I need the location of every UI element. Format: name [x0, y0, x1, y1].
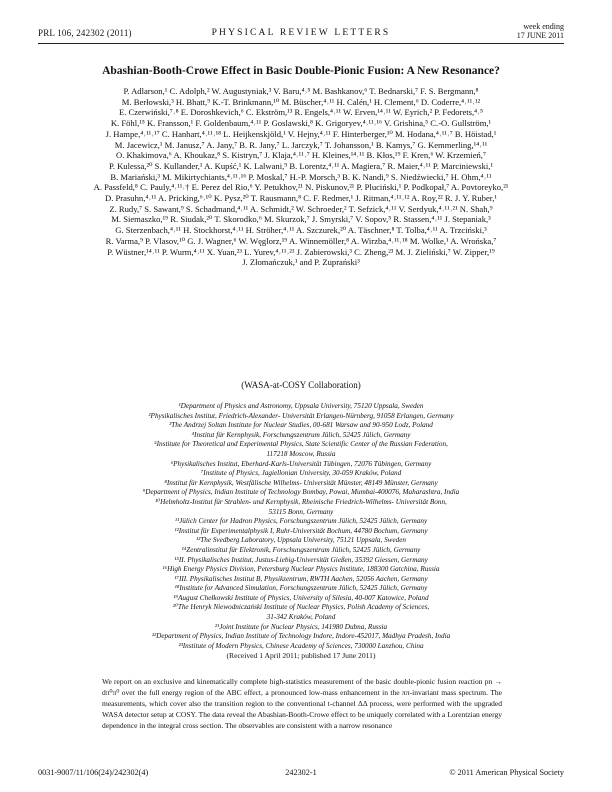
affiliation-line: ¹²Institut für Experimentalphysik I, Ruhr-Universität Bochum, 44780 Bochum, Germany [174, 526, 428, 535]
author-line: O. Khakimova,⁶ A. Khoukaz,⁸ S. Kistryn,⁷ J. Klaja,⁴˒¹¹˒⁷ H. Kleines,¹⁴˒¹¹ B. Kłos,¹⁹ F. Kren,⁶ W. Krzemień,⁷ [116, 150, 486, 161]
author-line: P. Wüstner,¹⁴˒¹¹ P. Wurm,⁴˒¹¹ X. Yuan,²³ L. Yurev,⁴˒¹¹˒²¹ J. Zabierowski,³ C. Zheng,²³ M. J. Zieliński,⁷ W. Zipper,¹⁹ [107, 246, 495, 257]
footer-code: 0031-9007/11/106(24)/242302(4) [38, 768, 149, 777]
author-line: M. Siemaszko,¹⁹ R. Siudak,²⁰ T. Skorodko,⁶ M. Skurzok,⁷ J. Smyrski,⁷ V. Sopov,⁵ R. Stassen,⁴˒¹¹ J. Stepaniak,³ [111, 214, 491, 225]
affiliation-line: ⁸Institut für Kernphysik, Westfälische Wilhelms- Universität Münster, 48149 Münster, Germany [164, 478, 438, 487]
affiliation-line: ¹⁷III. Physikalisches Institut B, Physikzentrum, RWTH Aachen, 52056 Aachen, Germany [174, 574, 428, 583]
received-dates: (Received 1 April 2011; published 17 June 2011) [226, 651, 376, 661]
author-line: E. Czerwiński,⁷˒⁸ E. Doroshkevich,⁶ C. Ekström,¹³ R. Engels,⁴˒¹¹ W. Erven,¹⁴˒¹¹ W. Eyrich,² P. Fedorets,⁴˒⁵ [118, 107, 484, 118]
affiliation-line: ¹Department of Physics and Astronomy, Uppsala University, 75120 Uppsala, Sweden [178, 402, 424, 410]
affiliation-line: ¹⁵II. Physikalisches Institut, Justus-Liebig-Universität Gießen, 35392 Giessen, Germany [174, 555, 428, 564]
week-ending-label: week ending [523, 22, 564, 31]
header-citation: PRL 106, 242302 (2011) [38, 28, 132, 38]
footer-page-number: 242302-1 [285, 768, 317, 777]
header-journal-name: PHYSICAL REVIEW LETTERS [211, 28, 391, 38]
author-line: J. Hampe,⁴˒¹¹˒¹⁷ C. Hanhart,⁴˒¹¹˒¹⁸ L. Heijkenskjöld,¹ V. Hejny,⁴˒¹¹ F. Hinterberger,¹⁰ M. Hodana,⁴˒¹¹˒⁷ B. Höistad,¹ [105, 128, 497, 139]
collaboration-name: (WASA-at-COSY Collaboration) [241, 380, 361, 390]
header-rule [38, 43, 564, 44]
affiliation-line: ²³Institute of Modern Physics, Chinese Academy of Sciences, 730000 Lanzhou, China [178, 641, 424, 650]
affiliation-line: ²Physikalisches Institut, Friedrich-Alexander- Universität Erlangen-Nürnberg, 91058 Erlangen, Germany [148, 411, 454, 420]
author-line: Z. Rudy,⁷ S. Sawant,⁹ S. Schadmand,⁴˒¹¹ A. Schmidt,² W. Schroeder,² T. Sefzick,⁴˒¹¹ V. Serdyuk,⁴˒¹¹˒²¹ N. Shah,⁹ [109, 203, 493, 214]
affiliation-line: ⁶Physikalisches Institut, Eberhard-Karls-Universität Tübingen, 72076 Tübingen, Germany [170, 459, 432, 468]
author-line: M. Jacewicz,¹ M. Janusz,⁷ A. Jany,⁷ B. R. Jany,⁷ L. Jarczyk,⁷ T. Johansson,¹ B. Kamys,⁷ G. Kemmerling,¹⁴˒¹¹ [114, 139, 488, 150]
footer-copyright: © 2011 American Physical Society [449, 768, 564, 777]
affiliation-list [44, 402, 558, 661]
affiliation-line: ⁹Department of Physics, Indian Institute of Technology Bombay, Powai, Mumbai-400076, Maharashtra, India [142, 488, 460, 497]
affiliation-line: ²¹Joint Institute for Nuclear Physics, 141980 Dubna, Russia [214, 622, 388, 631]
author-line: D. Prasuhn,⁴˒¹¹ A. Pricking,⁶˒¹⁰ K. Pysz,²⁰ T. Rausmann,⁸ C. F. Redmer,¹ J. Ritman,⁴˒¹¹˒¹² A. Roy,²² R. J. Y. Ruber,¹ [105, 193, 497, 204]
affiliation-line: 117218 Moscow, Russia [266, 449, 336, 458]
author-line: A. Passfeld,⁸ C. Pauly,⁴˒¹¹˒† E. Perez del Rio,⁶ Y. Petukhov,²¹ N. Piskunov,²¹ P. Pluciński,¹ P. Podkopał,⁷ A. Povtoreyko,²¹ [93, 182, 509, 193]
running-header [38, 22, 564, 42]
affiliation-line: ⁵Institute for Theoretical and Experimental Physics, State Scientific Center of the Russian Federation, [154, 440, 448, 449]
page-footer [38, 768, 564, 780]
affiliation-line: ¹⁶High Energy Physics Division, Petersburg Nuclear Physics Institute, 188300 Gatchina, Russia [162, 565, 440, 574]
author-list [40, 86, 562, 268]
affiliation-line: 53115 Bonn, Germany [268, 507, 334, 516]
abstract [102, 676, 502, 731]
author-line: R. Varma,⁹ P. Vlasov,¹⁰ G. J. Wagner,⁶ W. Węglorz,¹⁹ A. Winnemöller,⁸ A. Wirzba,⁴˒¹¹˒¹⁸ M. Wolke,¹ A. Wrońska,⁷ [105, 235, 497, 246]
abstract-text: We report on an exclusive and kinematically complete high-statistics measurement of the basic double-pionic fusion reaction pn → dπ⁰π⁰ over the full energy region of the ABC effect, a pronounced low-mass enhancement in the ππ-invariant mass spectrum. The measurements, which cover also the transition region to the conventional t-channel ΔΔ process, were performed with the upgraded WASA detector setup at COSY. The data reveal the Abashian-Booth-Crowe effect to be uniquely correlated with a Lorentzian energy dependence in the integral cross section. The observables are consistent with a narrow resonance [102, 677, 502, 730]
affiliation-line: ²²Department of Physics, Indian Institute of Technology Indore, Indore-452017, Madhya Pradesh, India [151, 632, 451, 641]
author-line: M. Berłowski,³ H. Bhatt,⁹ K.-T. Brinkmann,¹⁰ M. Büscher,⁴˒¹¹ H. Calén,¹ H. Clement,⁶ D. Coderre,⁴˒¹¹˒¹² [121, 96, 481, 107]
author-line: P. Adlarson,¹ C. Adolph,² W. Augustyniak,³ V. Baru,⁴˒⁵ M. Bashkanov,⁶ T. Bednarski,⁷ F. S. Bergmann,⁸ [123, 86, 479, 96]
author-line: B. Mariański,³ M. Mikirtychiants,⁴˒¹¹˒¹⁶ P. Moskal,⁷ H.-P. Morsch,³ B. K. Nandi,⁹ S. Niedźwiecki,⁷ H. Ohm,⁴˒¹¹ [110, 171, 492, 182]
affiliation-line: ¹³The Svedberg Laboratory, Uppsala University, 75121 Uppsala, Sweden [195, 536, 407, 545]
author-line: G. Sterzenbach,⁴˒¹¹ H. Stockhorst,⁴˒¹¹ H. Ströher,⁴˒¹¹ A. Szczurek,²⁰ A. Täschner,⁸ T. Tolba,⁴˒¹¹ A. Trzciński,³ [115, 225, 487, 236]
affiliation-line: ¹⁴Zentralinstitut für Elektronik, Forschungszentrum Jülich, 52425 Jülich, Germany [181, 545, 421, 554]
affiliation-line: 31-342 Kraków, Poland [266, 613, 336, 622]
affiliation-line: ¹⁹August Chełkowski Institute of Physics, University of Silesia, 40-007 Katowice, Poland [173, 593, 429, 602]
affiliation-line: ³The Andrzej Soltan Institute for Nuclear Studies, 00-681 Warsaw and 90-950 Lodz, Poland [169, 421, 433, 430]
week-ending-date: 17 JUNE 2011 [516, 31, 564, 40]
affiliation-line: ¹¹Jülich Center for Hadron Physics, Forschungszentrum Jülich, 52425 Jülich, Germany [174, 517, 428, 526]
affiliation-line: ⁴Institut für Kernphysik, Forschungszentrum Jülich, 52425 Jülich, Germany [191, 430, 411, 439]
paper-title: Abashian-Booth-Crowe Effect in Basic Double-Pionic Fusion: A New Resonance? [102, 65, 500, 77]
affiliation-lines [44, 402, 558, 651]
author-line: K. Föhl,¹⁵ K. Fransson,¹ F. Goldenbaum,⁴˒¹¹ P. Goslawski,⁸ K. Grigoryev,⁴˒¹¹˒¹⁶ V. Grishina,⁵ C.-O. Gullström,¹ [110, 118, 492, 129]
affiliation-line: ¹⁸Institute for Advanced Simulation, Forschungszentrum Jülich, 52425 Jülich, Germany [174, 584, 428, 593]
header-week-ending [517, 22, 564, 40]
author-line: J. Złomańczuk,¹ and P. Zuprański³ [242, 257, 360, 268]
affiliation-line: ²⁰The Henryk Niewodniczański Institute of Nuclear Physics, Polish Academy of Sciences, [172, 603, 430, 612]
affiliation-line: ⁷Institute of Physics, Jagiellonian University, 30-059 Kraków, Poland [200, 469, 402, 478]
author-line: P. Kulessa,²⁰ S. Kullander,¹ A. Kupść,¹ K. Lalwani,⁹ B. Lorentz,⁴˒¹¹ A. Magiera,⁷ R. Maier,⁴˒¹¹ P. Marciniewski,¹ [108, 160, 494, 171]
affiliation-line: ¹⁰Helmholtz-Institut für Strahlen- und Kernphysik, Rheinische Friedrich-Wilhelms- Universität Bonn, [155, 497, 447, 506]
